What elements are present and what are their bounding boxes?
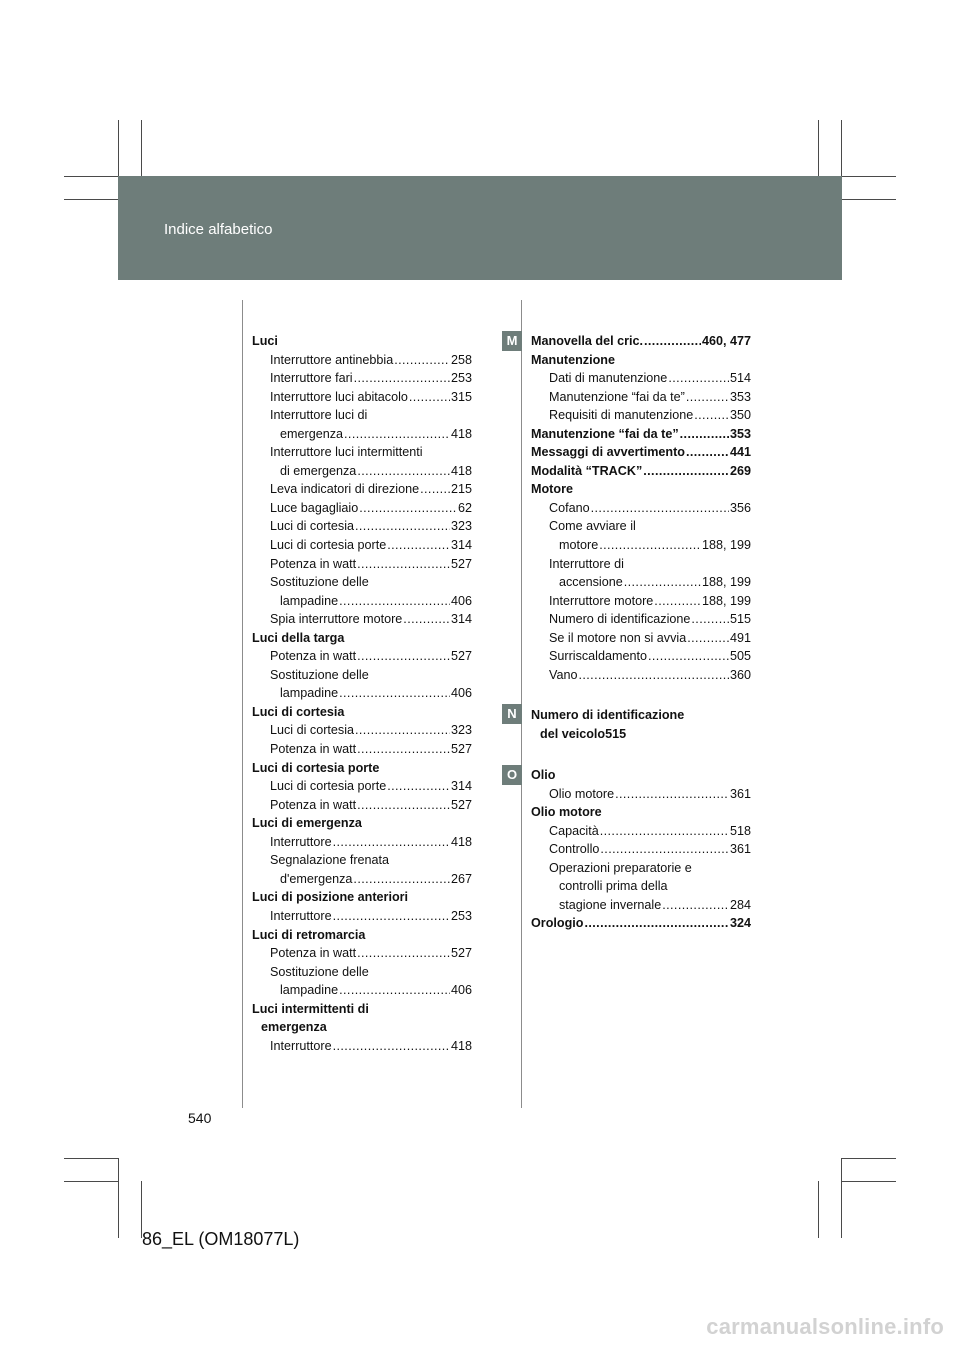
page-ref: 418 bbox=[450, 463, 472, 478]
page-ref: 188, 199 bbox=[701, 538, 751, 553]
dot-leader bbox=[409, 388, 450, 407]
index-heading bbox=[252, 332, 472, 351]
page-ref: 460, 477 bbox=[701, 334, 751, 348]
index-entry bbox=[531, 840, 751, 859]
page-ref: 491 bbox=[729, 630, 751, 645]
entry-text: Interruttore luci di bbox=[270, 408, 368, 423]
entry-text: Luci di cortesia porte bbox=[270, 538, 387, 553]
dot-leader bbox=[353, 870, 450, 889]
dot-leader bbox=[355, 721, 450, 740]
page-title: Indice alfabetico bbox=[164, 221, 273, 238]
index-heading bbox=[531, 766, 751, 785]
section-letter-n: N bbox=[502, 704, 522, 724]
index-entry bbox=[252, 610, 472, 629]
index-entry bbox=[252, 555, 472, 574]
entry-text: Manutenzione “fai da te” bbox=[531, 426, 679, 441]
dot-leader bbox=[615, 785, 729, 804]
entry-text: Sostituzione delle bbox=[270, 667, 369, 682]
dot-leader bbox=[687, 629, 729, 648]
index-heading bbox=[531, 351, 751, 370]
dot-leader bbox=[387, 536, 450, 555]
index-entry bbox=[531, 573, 751, 592]
index-entry bbox=[531, 369, 751, 388]
page-ref: 269 bbox=[729, 463, 751, 478]
page-ref: 418 bbox=[450, 426, 472, 441]
page-number: 540 bbox=[188, 1110, 212, 1126]
entry-text: stagione invernale bbox=[559, 897, 662, 912]
dot-leader bbox=[333, 1037, 450, 1056]
index-entry bbox=[531, 406, 751, 425]
page-ref: 356 bbox=[729, 500, 751, 515]
dot-leader bbox=[600, 840, 729, 859]
index-entry bbox=[252, 833, 472, 852]
entry-text: Interruttore fari bbox=[270, 371, 353, 386]
index-heading bbox=[252, 406, 472, 425]
dot-leader bbox=[403, 610, 450, 629]
entry-text: Potenza in watt bbox=[270, 649, 357, 664]
index-heading bbox=[531, 803, 751, 822]
page-ref: 527 bbox=[450, 797, 472, 812]
index-entry bbox=[252, 1037, 472, 1056]
dot-leader bbox=[584, 914, 729, 933]
dot-leader bbox=[357, 647, 450, 666]
index-entry bbox=[252, 536, 472, 555]
index-heading bbox=[252, 814, 472, 833]
dot-leader bbox=[654, 592, 701, 611]
dot-leader bbox=[344, 425, 450, 444]
page-ref: 258 bbox=[450, 352, 472, 367]
entry-text: Sostituzione delle bbox=[270, 964, 369, 979]
index-entry bbox=[531, 629, 751, 648]
index-heading bbox=[531, 877, 751, 896]
page-ref: 353 bbox=[729, 389, 751, 404]
page-ref: 350 bbox=[729, 408, 751, 423]
page-ref: 188, 199 bbox=[701, 575, 751, 590]
dot-leader bbox=[686, 388, 729, 407]
entry-text: Surriscaldamento bbox=[549, 649, 647, 664]
index-entry bbox=[531, 896, 751, 915]
index-heading bbox=[252, 1000, 472, 1019]
page-ref: 62 bbox=[457, 500, 472, 515]
index-entry bbox=[252, 480, 472, 499]
page-ref: 314 bbox=[450, 779, 472, 794]
entry-text: d'emergenza bbox=[280, 871, 353, 886]
dot-leader bbox=[668, 369, 729, 388]
index-entry bbox=[531, 536, 751, 555]
page-ref: 527 bbox=[450, 946, 472, 961]
index-section-o bbox=[531, 766, 751, 933]
dot-leader bbox=[599, 536, 701, 555]
dot-leader bbox=[420, 480, 450, 499]
entry-text: Vano bbox=[549, 667, 578, 682]
entry-text: Dati di manutenzione bbox=[549, 371, 668, 386]
page-ref: 406 bbox=[450, 686, 472, 701]
index-entry bbox=[531, 610, 751, 629]
dot-leader bbox=[624, 573, 701, 592]
entry-text: Segnalazione frenata bbox=[270, 853, 390, 868]
index-heading bbox=[252, 926, 472, 945]
dot-leader bbox=[644, 332, 701, 351]
dot-leader bbox=[578, 666, 729, 685]
page-ref: 518 bbox=[729, 823, 751, 838]
index-heading bbox=[531, 480, 751, 499]
index-entry bbox=[531, 785, 751, 804]
entry-text: lampadine bbox=[280, 593, 339, 608]
entry-text: Interruttore bbox=[270, 1038, 332, 1053]
entry-text: Interruttore luci abitacolo bbox=[270, 389, 408, 404]
index-entry bbox=[252, 981, 472, 1000]
dot-leader bbox=[359, 499, 457, 518]
page-ref: 527 bbox=[450, 742, 472, 757]
entry-text: Luci di cortesia porte bbox=[270, 779, 387, 794]
entry-text: lampadine bbox=[280, 983, 339, 998]
entry-text: Numero di identificazione bbox=[531, 708, 685, 722]
entry-text: lampadine bbox=[280, 686, 339, 701]
dot-leader bbox=[694, 406, 729, 425]
page-ref: 418 bbox=[450, 1038, 472, 1053]
entry-text: emergenza bbox=[280, 426, 344, 441]
entry-text: Manutenzione “fai da te” bbox=[549, 389, 685, 404]
page-ref: 323 bbox=[450, 519, 472, 534]
entry-text: di emergenza bbox=[280, 463, 357, 478]
index-heading bbox=[252, 888, 472, 907]
entry-text: Leva indicatori di direzione bbox=[270, 482, 420, 497]
page-ref: 360 bbox=[729, 667, 751, 682]
dot-leader bbox=[662, 896, 729, 915]
entry-text: Sostituzione delle bbox=[270, 575, 369, 590]
entry-text: Luci di cortesia bbox=[270, 723, 354, 738]
entry-text: Come avviare il bbox=[549, 519, 636, 534]
entry-text: Luci di cortesia porte bbox=[252, 760, 380, 775]
index-heading bbox=[531, 555, 751, 574]
dot-leader bbox=[686, 443, 729, 462]
entry-text: Numero di identificazione bbox=[549, 612, 691, 627]
index-entry bbox=[531, 425, 751, 444]
entry-text: Requisiti di manutenzione bbox=[549, 408, 694, 423]
index-heading bbox=[252, 666, 472, 685]
dot-leader bbox=[691, 610, 729, 629]
page-ref: 314 bbox=[450, 612, 472, 627]
index-heading bbox=[531, 706, 751, 725]
dot-leader bbox=[339, 981, 450, 1000]
index-heading bbox=[531, 725, 751, 744]
index-entry bbox=[531, 388, 751, 407]
dot-leader bbox=[355, 517, 450, 536]
index-heading bbox=[531, 859, 751, 878]
section-letter-o: O bbox=[502, 765, 522, 785]
document-code: 86_EL (OM18077L) bbox=[142, 1229, 300, 1249]
entry-text: del veicolo515 bbox=[540, 726, 627, 741]
entry-text: Luci di emergenza bbox=[252, 816, 362, 831]
index-heading bbox=[252, 851, 472, 870]
watermark: carmanualsonline.info bbox=[706, 1314, 944, 1339]
index-entry bbox=[252, 499, 472, 518]
index-entry bbox=[531, 462, 751, 481]
entry-text: Interruttore bbox=[270, 908, 332, 923]
entry-text: Potenza in watt bbox=[270, 797, 357, 812]
index-entry bbox=[252, 647, 472, 666]
page-ref: 361 bbox=[729, 786, 751, 801]
index-heading bbox=[252, 573, 472, 592]
entry-text: Olio bbox=[531, 768, 556, 782]
page-ref: 315 bbox=[450, 389, 472, 404]
index-entry bbox=[252, 684, 472, 703]
entry-text: Operazioni preparatorie e bbox=[549, 860, 692, 875]
entry-text: Luci di retromarcia bbox=[252, 927, 366, 942]
page-ref: 527 bbox=[450, 556, 472, 571]
page-ref: 314 bbox=[450, 538, 472, 553]
entry-text: Orologio bbox=[531, 916, 584, 931]
index-entry bbox=[252, 907, 472, 926]
index-heading bbox=[252, 759, 472, 778]
index-entry bbox=[252, 592, 472, 611]
page-ref: 527 bbox=[450, 649, 472, 664]
entry-text: Potenza in watt bbox=[270, 946, 357, 961]
dot-leader bbox=[357, 796, 450, 815]
dot-leader bbox=[643, 462, 729, 481]
index-entry bbox=[531, 822, 751, 841]
column-divider bbox=[242, 300, 243, 1108]
page-ref: 215 bbox=[450, 482, 472, 497]
entry-text: Modalità “TRACK” bbox=[531, 463, 643, 478]
entry-text: accensione bbox=[559, 575, 623, 590]
index-column-left bbox=[252, 332, 472, 1055]
page-ref: 406 bbox=[450, 983, 472, 998]
page-ref: 188, 199 bbox=[701, 593, 751, 608]
entry-text: Spia interruttore motore bbox=[270, 612, 403, 627]
index-entry bbox=[531, 443, 751, 462]
entry-text: Messaggi di avvertimento bbox=[531, 445, 685, 460]
dot-leader bbox=[339, 684, 450, 703]
dot-leader bbox=[357, 944, 450, 963]
index-entry bbox=[252, 462, 472, 481]
entry-text: Luci bbox=[252, 334, 278, 348]
index-entry bbox=[252, 388, 472, 407]
dot-leader bbox=[591, 499, 729, 518]
index-entry bbox=[252, 777, 472, 796]
entry-text: Manovella del cric. bbox=[531, 334, 643, 348]
dot-leader bbox=[333, 833, 450, 852]
entry-text: Interruttore antinebbia bbox=[270, 352, 394, 367]
dot-leader bbox=[333, 907, 450, 926]
entry-text: Olio motore bbox=[549, 786, 615, 801]
entry-text: Potenza in watt bbox=[270, 742, 357, 757]
entry-text: Potenza in watt bbox=[270, 556, 357, 571]
page-ref: 253 bbox=[450, 371, 472, 386]
entry-text: emergenza bbox=[261, 1020, 327, 1035]
index-entry bbox=[252, 944, 472, 963]
page-ref: 267 bbox=[450, 871, 472, 886]
dot-leader bbox=[600, 822, 729, 841]
index-heading bbox=[252, 443, 472, 462]
dot-leader bbox=[680, 425, 729, 444]
entry-text: Interruttore bbox=[270, 834, 332, 849]
entry-text: motore bbox=[559, 538, 599, 553]
page-ref: 514 bbox=[729, 371, 751, 386]
index-heading bbox=[252, 703, 472, 722]
index-entry bbox=[531, 914, 751, 933]
page-ref: 324 bbox=[729, 916, 751, 931]
page-ref: 441 bbox=[729, 445, 751, 460]
index-entry bbox=[252, 425, 472, 444]
index-entry bbox=[252, 870, 472, 889]
page-ref: 406 bbox=[450, 593, 472, 608]
dot-leader bbox=[339, 592, 450, 611]
dot-leader bbox=[648, 647, 729, 666]
dot-leader bbox=[357, 740, 450, 759]
page-ref: 253 bbox=[450, 908, 472, 923]
page-ref: 284 bbox=[729, 897, 751, 912]
page-ref: 515 bbox=[729, 612, 751, 627]
index-section-m bbox=[531, 332, 751, 684]
page-ref: 418 bbox=[450, 834, 472, 849]
index-section-n bbox=[531, 706, 751, 743]
page-ref: 353 bbox=[729, 426, 751, 441]
entry-text: Luci intermittenti di bbox=[252, 1001, 369, 1016]
entry-text: Manutenzione bbox=[531, 352, 615, 367]
page-ref: 361 bbox=[729, 842, 751, 857]
entry-text: Interruttore luci intermittenti bbox=[270, 445, 423, 460]
index-heading bbox=[252, 629, 472, 648]
index-heading bbox=[252, 963, 472, 982]
index-entry bbox=[252, 796, 472, 815]
entry-text: Luce bagagliaio bbox=[270, 500, 359, 515]
section-letter-m: M bbox=[502, 331, 522, 351]
entry-text: Interruttore di bbox=[549, 556, 624, 571]
index-entry bbox=[531, 592, 751, 611]
entry-text: Luci della targa bbox=[252, 630, 345, 645]
index-entry bbox=[252, 351, 472, 370]
entry-text: Cofano bbox=[549, 500, 590, 515]
entry-text: Se il motore non si avvia bbox=[549, 630, 687, 645]
index-entry bbox=[252, 517, 472, 536]
header-band bbox=[118, 176, 842, 280]
index-entry bbox=[531, 499, 751, 518]
index-entry bbox=[252, 740, 472, 759]
entry-text: Controllo bbox=[549, 842, 600, 857]
entry-text: Interruttore motore bbox=[549, 593, 654, 608]
dot-leader bbox=[354, 369, 450, 388]
dot-leader bbox=[387, 777, 450, 796]
index-entry bbox=[252, 369, 472, 388]
entry-text: Capacità bbox=[549, 823, 599, 838]
entry-text: Motore bbox=[531, 482, 573, 497]
entry-text: Luci di posizione anteriori bbox=[252, 890, 409, 905]
dot-leader bbox=[357, 462, 450, 481]
index-heading bbox=[531, 517, 751, 536]
entry-text: Luci di cortesia bbox=[270, 519, 354, 534]
index-entry bbox=[252, 721, 472, 740]
index-heading bbox=[252, 1018, 472, 1037]
entry-text: Luci di cortesia bbox=[252, 704, 345, 719]
index-entry bbox=[531, 666, 751, 685]
entry-text: Olio motore bbox=[531, 805, 602, 820]
page-ref: 323 bbox=[450, 723, 472, 738]
index-entry bbox=[531, 332, 751, 351]
page-ref: 505 bbox=[729, 649, 751, 664]
entry-text: controlli prima della bbox=[559, 879, 668, 894]
index-entry bbox=[531, 647, 751, 666]
dot-leader bbox=[357, 555, 450, 574]
dot-leader bbox=[394, 351, 450, 370]
